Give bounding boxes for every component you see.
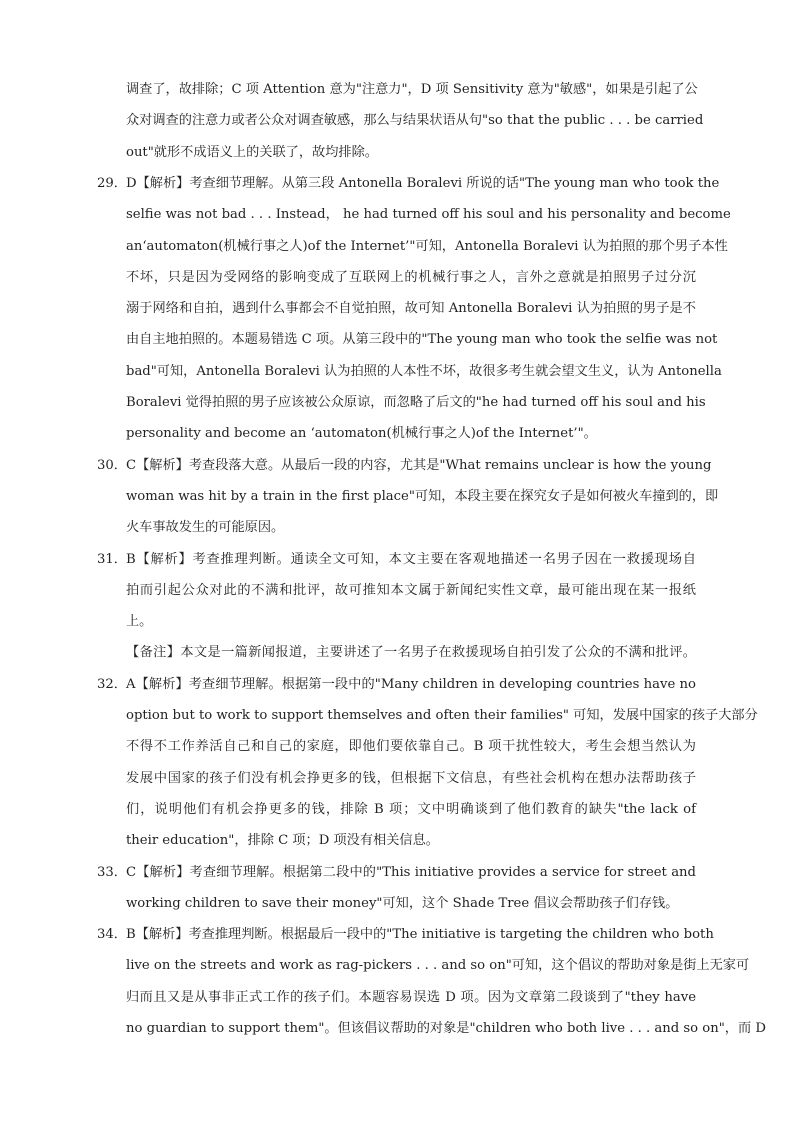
text-line: 们，说明他们有机会挣更多的钱，排除 B 项；文中明确谈到了他们教育的缺失"the lack of — [126, 802, 696, 817]
question-number: 29． — [97, 176, 127, 191]
question-number: 34． — [97, 927, 127, 942]
text-line: 火车事故发生的可能原因。 — [126, 520, 285, 535]
text-line: woman was hit by a train in the first place"可知，本段主要在探究女子是如何被火车撞到的，即 — [126, 489, 719, 504]
text-line: 不得不工作养活自己和自己的家庭，即他们要依靠自己。B 项干扰性较大，考生会想当然认为 — [126, 739, 696, 754]
text-line: 调查了，故排除；C 项 Attention 意为"注意力"，D 项 Sensitivity 意为"敏感"，如果是引起了公 — [126, 82, 698, 97]
text-line: live on the streets and work as rag-pickers . . . and so on"可知，这个倡议的帮助对象是街上无家可 — [126, 958, 750, 973]
text-line: C【解析】考查细节理解。根据第二段中的"This initiative provides a service for street and — [126, 865, 696, 880]
text-line: 归而且又是从事非正式工作的孩子们。本题容易误选 D 项。因为文章第二段谈到了"they have — [126, 990, 696, 1005]
text-line: working children to save their money"可知，这个 Shade Tree 倡议会帮助孩子们存钱。 — [126, 896, 679, 911]
text-line: 由自主地拍照的。本题易错选 C 项。从第三段中的"The young man who took the selfie was not — [126, 332, 718, 347]
text-line: 不坏，只是因为受网络的影响变成了互联网上的机械行事之人，言外之意就是拍照男子过分沉 — [126, 270, 696, 285]
text-line: bad"可知，Antonella Boralevi 认为拍照的人本性不坏，故很多考生就会望文生义，认为 Antonella — [126, 364, 722, 379]
text-line: 【备注】本文是一篇新闻报道，主要讲述了一名男子在救援现场自拍引发了公众的不满和批评。 — [126, 645, 696, 660]
text-line: Boralevi 觉得拍照的男子应该被公众原谅，而忽略了后文的"he had turned off his soul and his — [126, 395, 706, 410]
question-number: 32． — [97, 677, 127, 692]
text-line: an‘automaton(机械行事之人)of the Internet’"可知，Antonella Boralevi 认为拍照的那个男子本性 — [126, 239, 728, 254]
question-number: 33． — [97, 865, 127, 880]
text-line: D【解析】考查细节理解。从第三段 Antonella Boralevi 所说的话"The young man who took the — [126, 176, 720, 191]
question-number: 31． — [97, 552, 127, 567]
text-line: 发展中国家的孩子们没有机会挣更多的钱，但根据下文信息，有些社会机构在想办法帮助孩子 — [126, 771, 696, 786]
text-line: 溺于网络和自拍，遇到什么事都会不自觉拍照，故可知 Antonella Boralevi 认为拍照的男子是不 — [126, 301, 696, 316]
question-number: 30． — [97, 458, 127, 473]
text-line: A【解析】考查细节理解。根据第一段中的"Many children in developing countries have no — [126, 677, 696, 692]
text-line: B【解析】考查推理判断。通读全文可知，本文主要在客观地描述一名男子因在一救援现场自 — [126, 552, 696, 567]
text-line: 众对调查的注意力或者公众对调查敏感，那么与结果状语从句"so that the public . . . be carried — [126, 113, 704, 128]
text-line: option but to work to support themselves and often their families" 可知，发展中国家的孩子大部分 — [126, 708, 758, 723]
text-line: 上。 — [126, 614, 153, 629]
text-line: personality and become an ‘automaton(机械行事之人)of the Internet’"。 — [126, 426, 597, 441]
text-line: their education"，排除 C 项；D 项没有相关信息。 — [126, 833, 439, 848]
text-line: out"就形不成语义上的关联了，故均排除。 — [126, 145, 378, 160]
text-line: no guardian to support them"。但该倡议帮助的对象是"children who both live . . . and so on"，而 D — [126, 1021, 766, 1036]
text-line: C【解析】考查段落大意。从最后一段的内容，尤其是"What remains unclear is how the young — [126, 458, 712, 473]
text-line: selfie was not bad . . . Instead， he had turned off his soul and his personality and become — [126, 207, 731, 222]
text-line: 拍而引起公众对此的不满和批评，故可推知本文属于新闻纪实性文章，最可能出现在某一报纸 — [126, 583, 696, 598]
text-line: B【解析】考查推理判断。根据最后一段中的"The initiative is targeting the children who both — [126, 927, 714, 942]
